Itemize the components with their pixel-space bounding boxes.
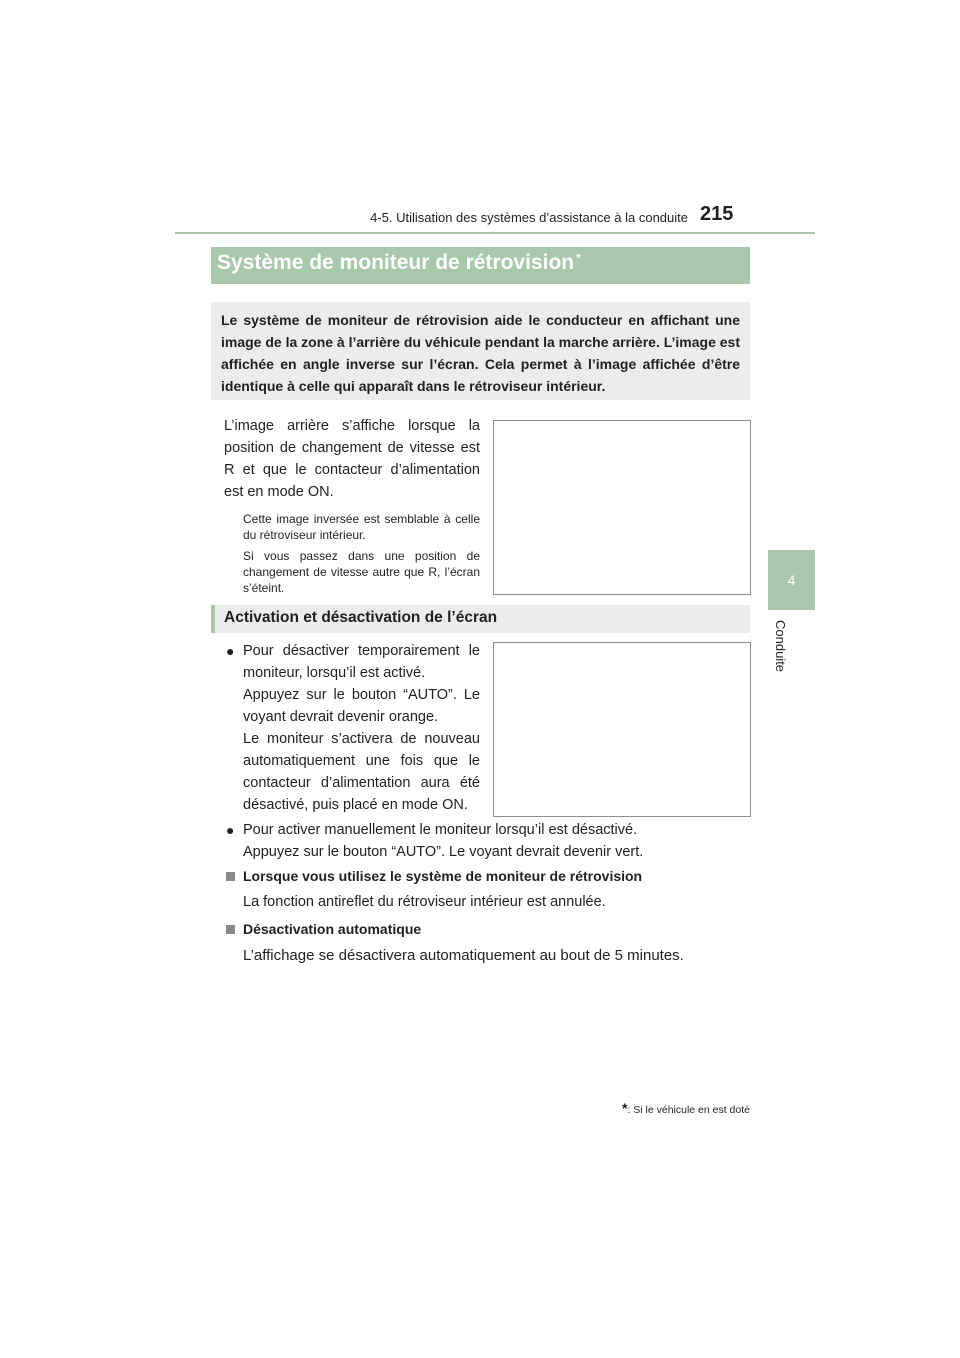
note-2: Si vous passez dans une position de changement de vitesse autre que R, l’écran s’éteint.: [243, 549, 480, 595]
bullet1-line1: Pour désactiver temporairement le moniteur, lorsqu’il est activé.: [243, 643, 480, 681]
bullet-icon: ●: [226, 822, 235, 838]
footnote: *: Si le véhicule en est doté: [621, 1100, 750, 1116]
square-bullet-icon: [226, 925, 235, 934]
bullet1-line3: Le moniteur s’activera de nouveau automatiquement une fois que le contacteur d’alimentation aura été désactivé, puis placé en mode ON.: [243, 731, 480, 813]
auto-button-image: [493, 642, 751, 817]
note-heading-1: Lorsque vous utilisez le système de moniteur de rétrovision: [243, 868, 643, 884]
chapter-label: Conduite: [773, 620, 788, 673]
note-text-1: La fonction antireflet du rétroviseur intérieur est annulée.: [243, 894, 606, 910]
header-section-title: 4-5. Utilisation des systèmes d’assistance à la conduite: [370, 210, 688, 225]
note-text-2: L’affichage se désactivera automatiquement au bout de 5 minutes.: [243, 947, 684, 964]
bullet1-line2: Appuyez sur le bouton “AUTO”. Le voyant devrait devenir orange.: [243, 687, 480, 725]
rearview-monitor-image: [493, 420, 751, 595]
chapter-tab: [768, 550, 815, 610]
note-heading-2: Désactivation automatique: [243, 921, 422, 937]
intro-box: [211, 302, 750, 400]
page-number: 215: [700, 203, 734, 225]
subsection-bar: [211, 605, 750, 633]
note-1: Cette image inversée est semblable à celle du rétroviseur intérieur.: [243, 512, 480, 542]
chapter-number: 4: [787, 572, 796, 588]
asterisk-icon: *: [621, 1100, 628, 1116]
asterisk-icon: *: [576, 251, 581, 265]
section-title-bar: [211, 247, 750, 284]
square-bullet-icon: [226, 872, 235, 881]
intro-text: Le système de moniteur de rétrovision aide le conducteur en affichant une image de la zone à l’arrière du véhicule pendant la marche arrière. L’image est affichée en angle inverse sur l’écran. Cela permet à l’image affichée d’être identique à celle qui apparaît dans le rétroviseur intérieur.: [221, 312, 740, 394]
bullet2-line2: Appuyez sur le bouton “AUTO”. Le voyant devrait devenir vert.: [243, 844, 644, 860]
bullet-icon: ●: [226, 643, 235, 659]
main-paragraph: L’image arrière s’affiche lorsque la position de changement de vitesse est R et que le contacteur d’alimentation est en mode ON.: [224, 418, 480, 500]
subsection-title: Activation et désactivation de l’écran: [224, 609, 498, 626]
bullet2-line1: Pour activer manuellement le moniteur lorsqu’il est désactivé.: [243, 822, 638, 838]
section-title: Système de moniteur de rétrovision *: [217, 251, 581, 274]
header-divider: [175, 232, 815, 234]
